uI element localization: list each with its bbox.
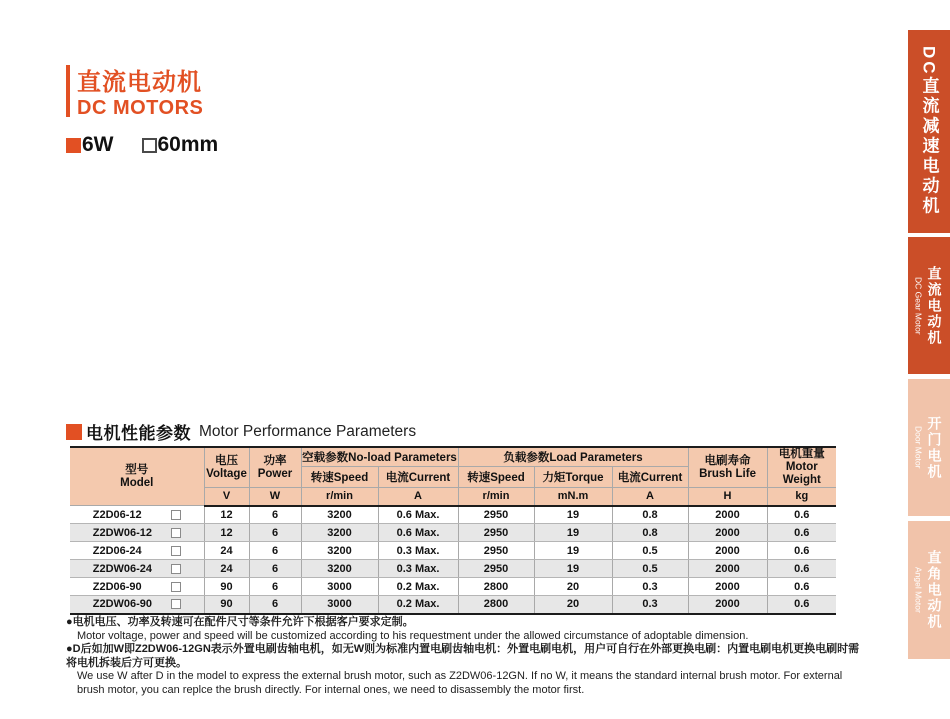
sidebar-tab-label-en: Angel Motor <box>913 567 924 613</box>
cell-torque: 19 <box>534 560 612 578</box>
sidebar-tab-angel-motor[interactable] <box>908 521 950 659</box>
table-row <box>70 578 836 596</box>
cell-weight: 0.6 <box>767 596 836 614</box>
note-2-en: We use W after D in the model to express the external brush motor, such as Z2DW06-12GN. If no W, it means the standard internal brush motor. For external brush motor, you can replce the brush directly. For internal ones, we need to disassembly the motor first. <box>77 670 843 696</box>
sidebar-tab-dc-gear-series[interactable] <box>908 30 950 233</box>
header-weight-cn: 电机重量 <box>778 448 825 460</box>
header-model-en: Model <box>120 476 154 489</box>
model-text: Z2DW06-24 <box>92 562 153 575</box>
unit-torque: mN.m <box>534 488 612 506</box>
cell-brush-life: 2000 <box>688 578 767 596</box>
unit-noload-current: A <box>378 488 458 506</box>
header-voltage-en: Voltage <box>206 467 247 480</box>
cell-noload-speed: 3200 <box>301 524 378 542</box>
unit-brush-life: H <box>688 488 767 506</box>
header-load-torque: 力矩Torque <box>534 467 612 488</box>
unit-load-speed: r/min <box>458 488 534 506</box>
cell-power: 6 <box>249 506 301 524</box>
header-voltage <box>204 447 249 488</box>
cell-weight: 0.6 <box>767 578 836 596</box>
sidebar-main-label: DC直流减速电动机 <box>919 46 939 217</box>
page-title-en: DC MOTORS <box>77 97 204 119</box>
sidebar-tab-label-cn: 直角电动机 <box>926 550 943 630</box>
unit-noload-speed: r/min <box>301 488 378 506</box>
cell-load-speed: 2800 <box>458 578 534 596</box>
model-text: Z2DW06-12 <box>92 526 153 539</box>
header-model <box>70 447 204 506</box>
model-text: Z2D06-90 <box>92 580 142 593</box>
cell-model <box>70 542 204 560</box>
header-noload-group: 空载参数No-load Parameters <box>301 447 458 467</box>
note-2-cn: ●D后如加W即Z2DW06-12GN表示外置电刷齿轴电机，如无W则为标准内置电刷齿轴电机：外置电刷电机，用户可自行在外部更换电刷：内置电刷电机更换电刷时需将电机拆装后方可更换。 <box>66 643 860 669</box>
header-weight-en: Motor Weight <box>782 461 821 486</box>
cell-torque: 20 <box>534 596 612 614</box>
cell-model <box>70 560 204 578</box>
performance-table <box>70 446 836 615</box>
header-load-group: 负载参数Load Parameters <box>458 447 688 467</box>
header-brush-cn: 电刷寿命 <box>704 454 751 467</box>
footnotes <box>66 616 868 697</box>
cell-brush-life: 2000 <box>688 560 767 578</box>
cell-voltage: 24 <box>204 542 249 560</box>
cell-torque: 19 <box>534 506 612 524</box>
table-row <box>70 524 836 542</box>
title-accent-bar <box>66 65 70 117</box>
cell-power: 6 <box>249 542 301 560</box>
unit-weight: kg <box>767 488 836 506</box>
ratio-placeholder-square-icon <box>171 528 181 538</box>
page-title-block <box>66 62 203 120</box>
cell-noload-speed: 3000 <box>301 596 378 614</box>
cell-power: 6 <box>249 560 301 578</box>
header-power-cn: 功率 <box>263 454 287 467</box>
cell-weight: 0.6 <box>767 560 836 578</box>
cell-noload-current: 0.2 Max. <box>378 578 458 596</box>
cell-power: 6 <box>249 524 301 542</box>
header-noload-speed: 转速Speed <box>301 467 378 488</box>
cell-noload-speed: 3200 <box>301 506 378 524</box>
header-voltage-cn: 电压 <box>215 454 238 467</box>
cell-noload-current: 0.3 Max. <box>378 560 458 578</box>
table-row <box>70 560 836 578</box>
section-header <box>66 419 416 444</box>
cell-noload-speed: 3000 <box>301 578 378 596</box>
cell-brush-life: 2000 <box>688 506 767 524</box>
header-power <box>249 447 301 488</box>
cell-weight: 0.6 <box>767 542 836 560</box>
cell-torque: 19 <box>534 524 612 542</box>
cell-model <box>70 578 204 596</box>
cell-noload-current: 0.2 Max. <box>378 596 458 614</box>
filled-square-icon <box>66 138 81 153</box>
spec-size: 60mm <box>157 133 219 156</box>
cell-load-current: 0.8 <box>612 524 688 542</box>
header-noload-current: 电流Current <box>378 467 458 488</box>
section-title-cn: 电机性能参数 <box>86 424 191 443</box>
sidebar-tab-label-cn: 直流电动机 <box>926 265 943 346</box>
cell-voltage: 12 <box>204 524 249 542</box>
cell-brush-life: 2000 <box>688 542 767 560</box>
cell-model <box>70 596 204 614</box>
section-square-icon <box>66 424 82 440</box>
note-1-en: Motor voltage, power and speed will be customized according to his requestment under the allowed circumstance of adoptable dimension. <box>77 629 749 642</box>
table-row <box>70 596 836 614</box>
sidebar-tab-door-motor[interactable] <box>908 379 950 516</box>
note-1-cn: ●电机电压、功率及转速可在配件尺寸等条件允许下根据客户要求定制。 <box>66 616 414 628</box>
cell-noload-current: 0.6 Max. <box>378 506 458 524</box>
ratio-placeholder-square-icon <box>171 599 181 609</box>
spec-power: 6W <box>82 133 114 156</box>
cell-model <box>70 506 204 524</box>
cell-load-current: 0.5 <box>612 560 688 578</box>
header-load-speed: 转速Speed <box>458 467 534 488</box>
cell-load-speed: 2950 <box>458 560 534 578</box>
ratio-placeholder-square-icon <box>171 546 181 556</box>
cell-power: 6 <box>249 578 301 596</box>
header-brush-en: Brush Life <box>699 467 756 480</box>
cell-load-speed: 2800 <box>458 596 534 614</box>
cell-load-current: 0.5 <box>612 542 688 560</box>
cell-weight: 0.6 <box>767 506 836 524</box>
header-power-en: Power <box>257 467 293 480</box>
cell-load-speed: 2950 <box>458 524 534 542</box>
cell-voltage: 24 <box>204 560 249 578</box>
model-text: Z2DW06-90 <box>92 598 153 611</box>
unit-voltage: V <box>204 488 249 506</box>
cell-load-current: 0.3 <box>612 578 688 596</box>
cell-noload-speed: 3200 <box>301 560 378 578</box>
cell-brush-life: 2000 <box>688 596 767 614</box>
ratio-placeholder-square-icon <box>171 582 181 592</box>
cell-load-current: 0.8 <box>612 506 688 524</box>
sidebar-tab-dc-gear-motor[interactable] <box>908 237 950 374</box>
cell-voltage: 90 <box>204 578 249 596</box>
cell-load-current: 0.3 <box>612 596 688 614</box>
sidebar-tab-label-cn: 开门电机 <box>926 415 943 480</box>
header-brush-life <box>688 447 767 488</box>
table-row <box>70 506 836 524</box>
ratio-placeholder-square-icon <box>171 510 181 520</box>
page-title-cn: 直流电动机 <box>77 69 202 96</box>
cell-model <box>70 524 204 542</box>
table-row <box>70 542 836 560</box>
spec-line <box>66 133 218 157</box>
cell-noload-current: 0.6 Max. <box>378 524 458 542</box>
cell-torque: 20 <box>534 578 612 596</box>
model-text: Z2D06-12 <box>92 508 142 521</box>
section-title-en: Motor Performance Parameters <box>199 422 417 440</box>
outline-square-icon <box>142 138 157 153</box>
sidebar-tab-label-en: DC Gear Motor <box>913 276 924 335</box>
ratio-placeholder-square-icon <box>171 564 181 574</box>
cell-noload-speed: 3200 <box>301 542 378 560</box>
model-text: Z2D06-24 <box>92 544 142 557</box>
unit-load-current: A <box>612 488 688 506</box>
cell-brush-life: 2000 <box>688 524 767 542</box>
sidebar-tab-label-en: Door Motor <box>913 426 924 469</box>
cell-weight: 0.6 <box>767 524 836 542</box>
unit-power: W <box>249 488 301 506</box>
cell-torque: 19 <box>534 542 612 560</box>
cell-load-speed: 2950 <box>458 506 534 524</box>
cell-power: 6 <box>249 596 301 614</box>
cell-voltage: 90 <box>204 596 249 614</box>
header-model-cn: 型号 <box>125 463 149 476</box>
cell-voltage: 12 <box>204 506 249 524</box>
cell-noload-current: 0.3 Max. <box>378 542 458 560</box>
cell-load-speed: 2950 <box>458 542 534 560</box>
header-load-current: 电流Current <box>612 467 688 488</box>
header-motor-weight <box>767 447 836 488</box>
